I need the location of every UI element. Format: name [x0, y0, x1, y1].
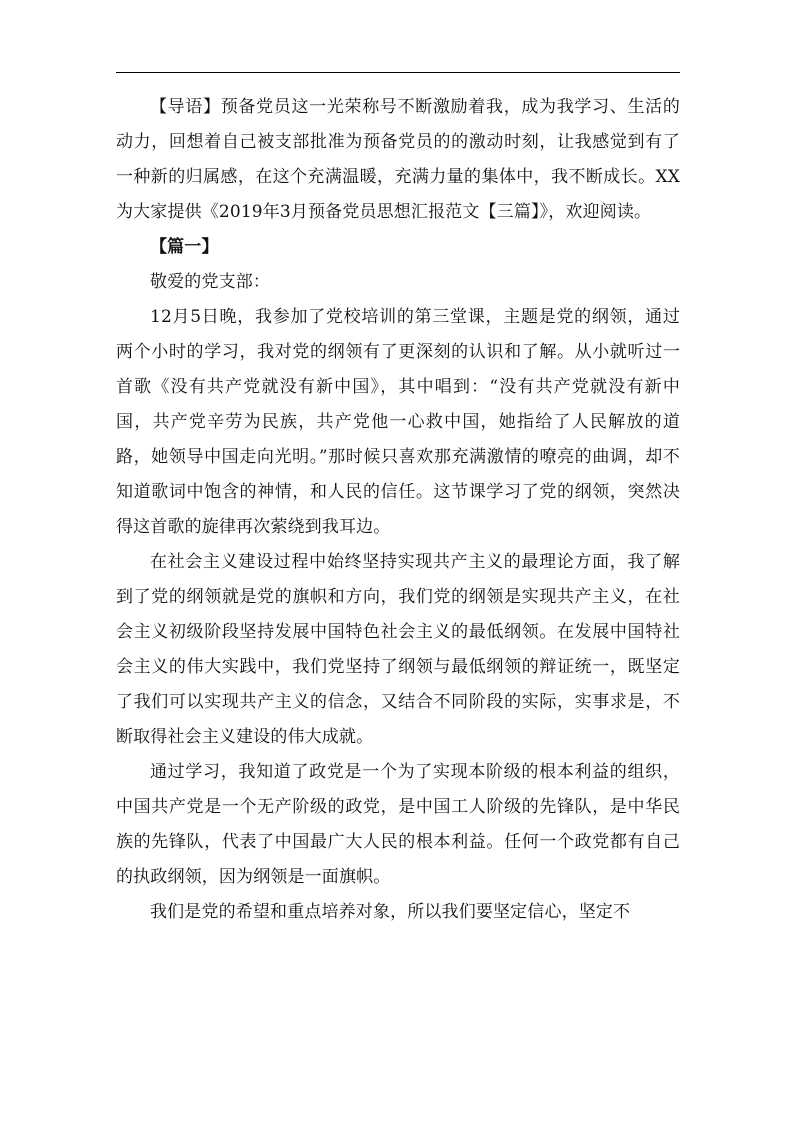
body-paragraph-1: 12月5日晚，我参加了党校培训的第三堂课，主题是党的纲领，通过两个小时的学习，我对党的纲领有了更深刻的认识和了解。从小就听过一首歌《没有共产党就没有新中国》，其中唱到：“没有共产党就没有新中国，共产党辛劳为民族，共产党他一心救中国，她指给了人民解放的道路，她领导中国走向光明。”那时候只喜欢那充满激情的嘹亮的曲调，却不知道歌词中饱含的神情，和人民的信任。这节课学习了党的纲领，突然决得这首歌的旋律再次萦绕到我耳边。: [116, 307, 680, 537]
section-heading: 【篇一】: [150, 237, 219, 257]
body-paragraph-4: 我们是党的希望和重点培养对象，所以我们要坚定信心，坚定不: [150, 902, 631, 922]
intro-paragraph: 【导语】预备党员这一光荣称号不断激励着我，成为我学习、生活的动力，回想着自己被支部批准为预备党员的的激动时刻，让我感觉到有了一种新的归属感，在这个充满温暖，充满力量的集体中，我不断成长。XX为大家提供《2019年3月预备党员思想汇报范文【三篇】》，欢迎阅读。: [116, 97, 680, 222]
header-rule: [116, 72, 680, 73]
salutation: 敬爱的党支部：: [150, 272, 271, 292]
body-paragraph-3: 通过学习，我知道了政党是一个为了实现本阶级的根本利益的组织，中国共产党是一个无产阶级的政党，是中国工人阶级的先锋队，是中华民族的先锋队，代表了中国最广大人民的根本利益。任何一个政党都有自己的执政纲领，因为纲领是一面旗帜。: [116, 762, 680, 887]
document-body: [116, 90, 680, 930]
body-paragraph-2: 在社会主义建设过程中始终坚持实现共产主义的最理论方面，我了解到了党的纲领就是党的旗帜和方向，我们党的纲领是实现共产主义，在社会主义初级阶段坚持发展中国特色社会主义的最低纲领。在发展中国特社会主义的伟大实践中，我们党坚持了纲领与最低纲领的辩证统一，既坚定了我们可以实现共产主义的信念，又结合不同阶段的实际，实事求是，不断取得社会主义建设的伟大成就。: [116, 552, 680, 747]
